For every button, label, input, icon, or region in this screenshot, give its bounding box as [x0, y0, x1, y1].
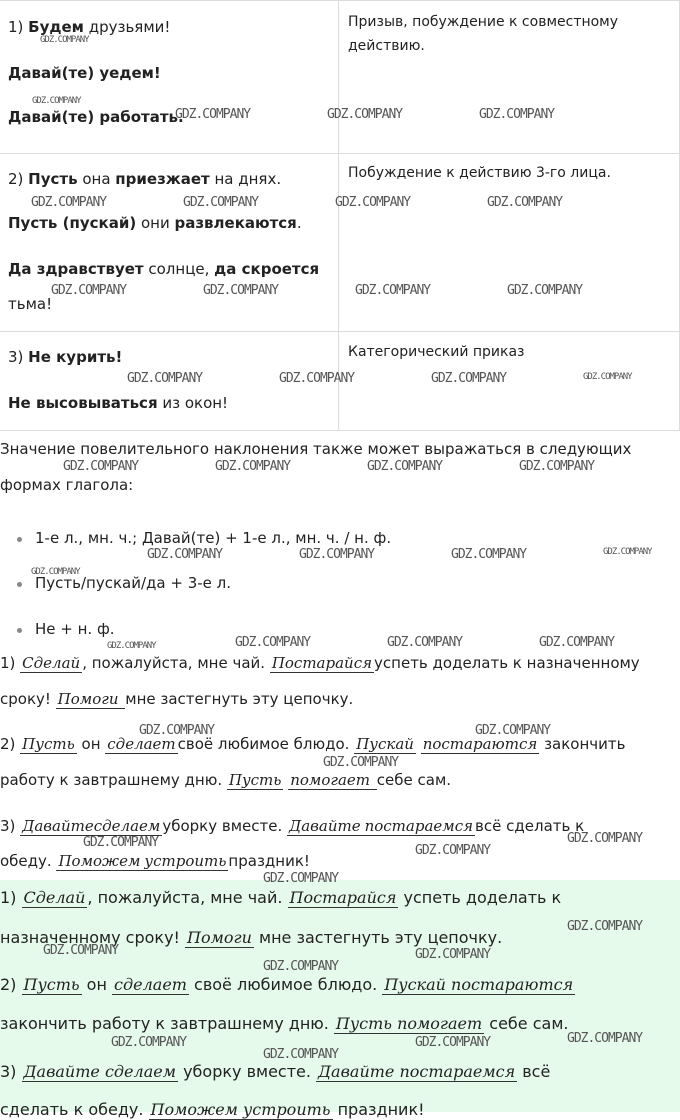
table-cell-examples [0, 152, 339, 331]
text-segment [416, 735, 421, 753]
watermark: GDZ.COMPANY [299, 547, 375, 562]
text-segment: своё любимое блюдо. [188, 975, 383, 994]
text-segment: уборку вместе. [162, 817, 288, 835]
text-segment: праздник! [228, 852, 310, 870]
watermark: GDZ.COMPANY [263, 1047, 339, 1062]
bold-word: Да здравствует [8, 260, 144, 278]
text-segment: . [296, 214, 302, 232]
underlined-verb: Давайте [289, 817, 361, 835]
watermark: GDZ.COMPANY [203, 283, 279, 298]
table-line [8, 18, 170, 36]
watermark: GDZ.COMPANY [175, 107, 251, 122]
table-line [8, 260, 319, 278]
table-line [8, 295, 52, 313]
watermark: GDZ.COMPANY [355, 283, 431, 298]
watermark: GDZ.COMPANY [415, 843, 491, 858]
list-item [17, 620, 115, 638]
watermark: GDZ.COMPANY [235, 635, 311, 650]
underlined-verb: Пусть [228, 771, 282, 789]
text-segment: он [81, 975, 113, 994]
meaning-text: Побуждение к действию 3-го лица. [348, 165, 611, 181]
watermark: GDZ.COMPANY [139, 723, 215, 738]
text-segment: 1) [0, 654, 21, 672]
table-line [8, 64, 161, 82]
text-segment: назначенному сроку! [0, 928, 186, 947]
watermark: GDZ.COMPANY [183, 195, 259, 210]
watermark: GDZ.COMPANY [479, 107, 555, 122]
text-segment: обеду. [0, 852, 57, 870]
watermark: GDZ.COMPANY [603, 547, 652, 557]
list-item-text: Пусть/пускай/да + 3-е л. [35, 574, 231, 592]
text-segment: закончить [539, 735, 626, 753]
underlined-verb: Пусть [23, 975, 80, 994]
bold-word: Пусть (пускай) [8, 214, 137, 232]
text-segment: на днях. [209, 170, 282, 188]
watermark: GDZ.COMPANY [63, 459, 139, 474]
table-cell-meaning [339, 1, 680, 153]
underlined-verb: Поможем [58, 852, 141, 870]
text-segment: уборку вместе. [177, 1062, 317, 1081]
example-line [0, 975, 575, 994]
underlined-verb: Поможем устроить [150, 1100, 331, 1119]
watermark: GDZ.COMPANY [335, 195, 411, 210]
table-line [8, 214, 302, 232]
underlined-verb: Пускай постараются [384, 975, 574, 994]
watermark: GDZ.COMPANY [387, 635, 463, 650]
bold-word: Давай(те) работать. [8, 108, 184, 126]
text-segment: 2) [0, 735, 21, 753]
watermark: GDZ.COMPANY [519, 459, 595, 474]
text-segment: 3) [0, 1062, 22, 1081]
list-item [17, 529, 391, 547]
text-segment: себе сам. [376, 771, 452, 789]
example-line [0, 888, 561, 907]
watermark: GDZ.COMPANY [31, 195, 107, 210]
watermark: GDZ.COMPANY [263, 871, 339, 886]
watermark: GDZ.COMPANY [451, 547, 527, 562]
text-segment: мне застегнуть эту цепочку. [125, 690, 354, 708]
meaning-text: Категорический приказ [348, 344, 525, 360]
bold-word: Давай(те) уедем! [8, 64, 161, 82]
list-item-text: Не + н. ф. [35, 620, 115, 638]
underlined-verb: устроить [144, 852, 227, 870]
watermark: GDZ.COMPANY [147, 547, 223, 562]
text-segment: , пожалуйста, мне чай. [82, 654, 270, 672]
underlined-verb: Постарайся [271, 654, 373, 672]
text-segment: закончить работу к завтрашнему дню. [0, 1014, 334, 1033]
watermark: GDZ.COMPANY [487, 195, 563, 210]
underlined-verb: Пусть помогает [335, 1014, 483, 1033]
bold-word: развлекаются [174, 214, 297, 232]
intro-text: формах глагола: [0, 476, 134, 494]
bold-word: Не высовываться [8, 394, 158, 412]
text-segment: 2) [8, 170, 29, 188]
text-segment: работу к завтрашнему дню. [0, 771, 227, 789]
table-line [8, 108, 184, 126]
text-segment: 1) [8, 18, 29, 36]
underlined-verb: Давайте постараемся [318, 1062, 516, 1081]
watermark: GDZ.COMPANY [567, 831, 643, 846]
text-segment: всё сделать к [475, 817, 585, 835]
text-segment: 3) [0, 817, 21, 835]
meaning-text: Призыв, побуждение к совместному действию. [348, 14, 619, 54]
text-segment: сделать к обеду. [0, 1100, 149, 1119]
watermark: GDZ.COMPANY [40, 35, 89, 45]
watermark: GDZ.COMPANY [83, 835, 159, 850]
table-line [8, 348, 122, 366]
bold-word: Не курить! [28, 348, 123, 366]
text-segment: всё [517, 1062, 551, 1081]
example-line [0, 852, 310, 870]
watermark: GDZ.COMPANY [51, 283, 127, 298]
bold-word: Будем [28, 18, 84, 36]
example-line [0, 817, 584, 835]
text-segment: они [136, 214, 175, 232]
watermark: GDZ.COMPANY [567, 919, 643, 934]
text-segment: 1) [0, 888, 22, 907]
bold-word: Пусть [28, 170, 78, 188]
example-line [0, 1062, 550, 1081]
watermark: GDZ.COMPANY [32, 96, 81, 106]
underlined-verb: Помоги [187, 928, 252, 947]
list-item-text: 1-е л., мн. ч.; Давай(те) + 1-е л., мн. ч. / н. ф. [35, 529, 392, 547]
text-segment: 2) [0, 975, 22, 994]
text-segment: тьма! [8, 295, 53, 313]
table-cell-meaning [339, 152, 680, 331]
text-segment: из окон! [157, 394, 229, 412]
underlined-verb: Пусть [22, 735, 75, 753]
watermark: GDZ.COMPANY [567, 1031, 643, 1046]
text-segment: себе сам. [484, 1014, 569, 1033]
watermark: GDZ.COMPANY [31, 567, 80, 577]
table-line [8, 170, 281, 188]
text-segment: мне застегнуть эту цепочку. [253, 928, 503, 947]
table-row [0, 0, 680, 154]
text-segment: солнце, [143, 260, 215, 278]
table-cell-examples [0, 1, 339, 153]
underlined-verb: Сделай [22, 654, 81, 672]
text-segment: успеть доделать к [398, 888, 562, 907]
example-line [0, 1100, 425, 1119]
text-segment: 3) [8, 348, 29, 366]
text-segment: праздник! [332, 1100, 425, 1119]
bold-word: приезжает [115, 170, 210, 188]
underlined-verb: постараются [422, 735, 538, 753]
underlined-verb: сделает [107, 735, 176, 753]
example-line [0, 690, 353, 708]
text-segment: успеть доделать к назначенному [374, 654, 640, 672]
watermark: GDZ.COMPANY [583, 372, 632, 382]
watermark: GDZ.COMPANY [539, 635, 615, 650]
watermark: GDZ.COMPANY [43, 943, 119, 958]
underlined-verb: Давайте сделаем [23, 1062, 176, 1081]
table-row [0, 152, 680, 332]
underlined-verb: Помоги [57, 690, 124, 708]
underlined-verb: помогает [290, 771, 375, 789]
watermark: GDZ.COMPANY [327, 107, 403, 122]
example-line [0, 1014, 568, 1033]
underlined-verb: Пускай [356, 735, 414, 753]
example-line [0, 771, 451, 789]
watermark: GDZ.COMPANY [415, 1035, 491, 1050]
watermark: GDZ.COMPANY [107, 641, 156, 651]
watermark: GDZ.COMPANY [215, 459, 291, 474]
underlined-verb: Постарайся [289, 888, 397, 907]
watermark: GDZ.COMPANY [127, 371, 203, 386]
watermark: GDZ.COMPANY [263, 959, 339, 974]
bold-word: да скроется [214, 260, 320, 278]
text-segment: он [76, 735, 106, 753]
watermark: GDZ.COMPANY [431, 371, 507, 386]
watermark: GDZ.COMPANY [111, 1035, 187, 1050]
underlined-verb: Сделай [23, 888, 86, 907]
text-segment: друзьями! [83, 18, 171, 36]
watermark: GDZ.COMPANY [415, 947, 491, 962]
watermark: GDZ.COMPANY [323, 755, 399, 770]
underlined-verb: сделает [114, 975, 187, 994]
table-line [8, 394, 228, 412]
text-segment: своё любимое блюдо. [177, 735, 355, 753]
watermark: GDZ.COMPANY [475, 723, 551, 738]
text-segment: она [77, 170, 116, 188]
watermark: GDZ.COMPANY [507, 283, 583, 298]
example-line [0, 654, 640, 672]
intro-text: Значение повелительного наклонения также может выражаться в следующих [0, 440, 632, 458]
watermark: GDZ.COMPANY [279, 371, 355, 386]
underlined-verb: Давайтесделаем [22, 817, 161, 835]
text-segment: сроку! [0, 690, 56, 708]
underlined-verb: постараемся [364, 817, 474, 835]
watermark: GDZ.COMPANY [367, 459, 443, 474]
text-segment: , пожалуйста, мне чай. [87, 888, 288, 907]
